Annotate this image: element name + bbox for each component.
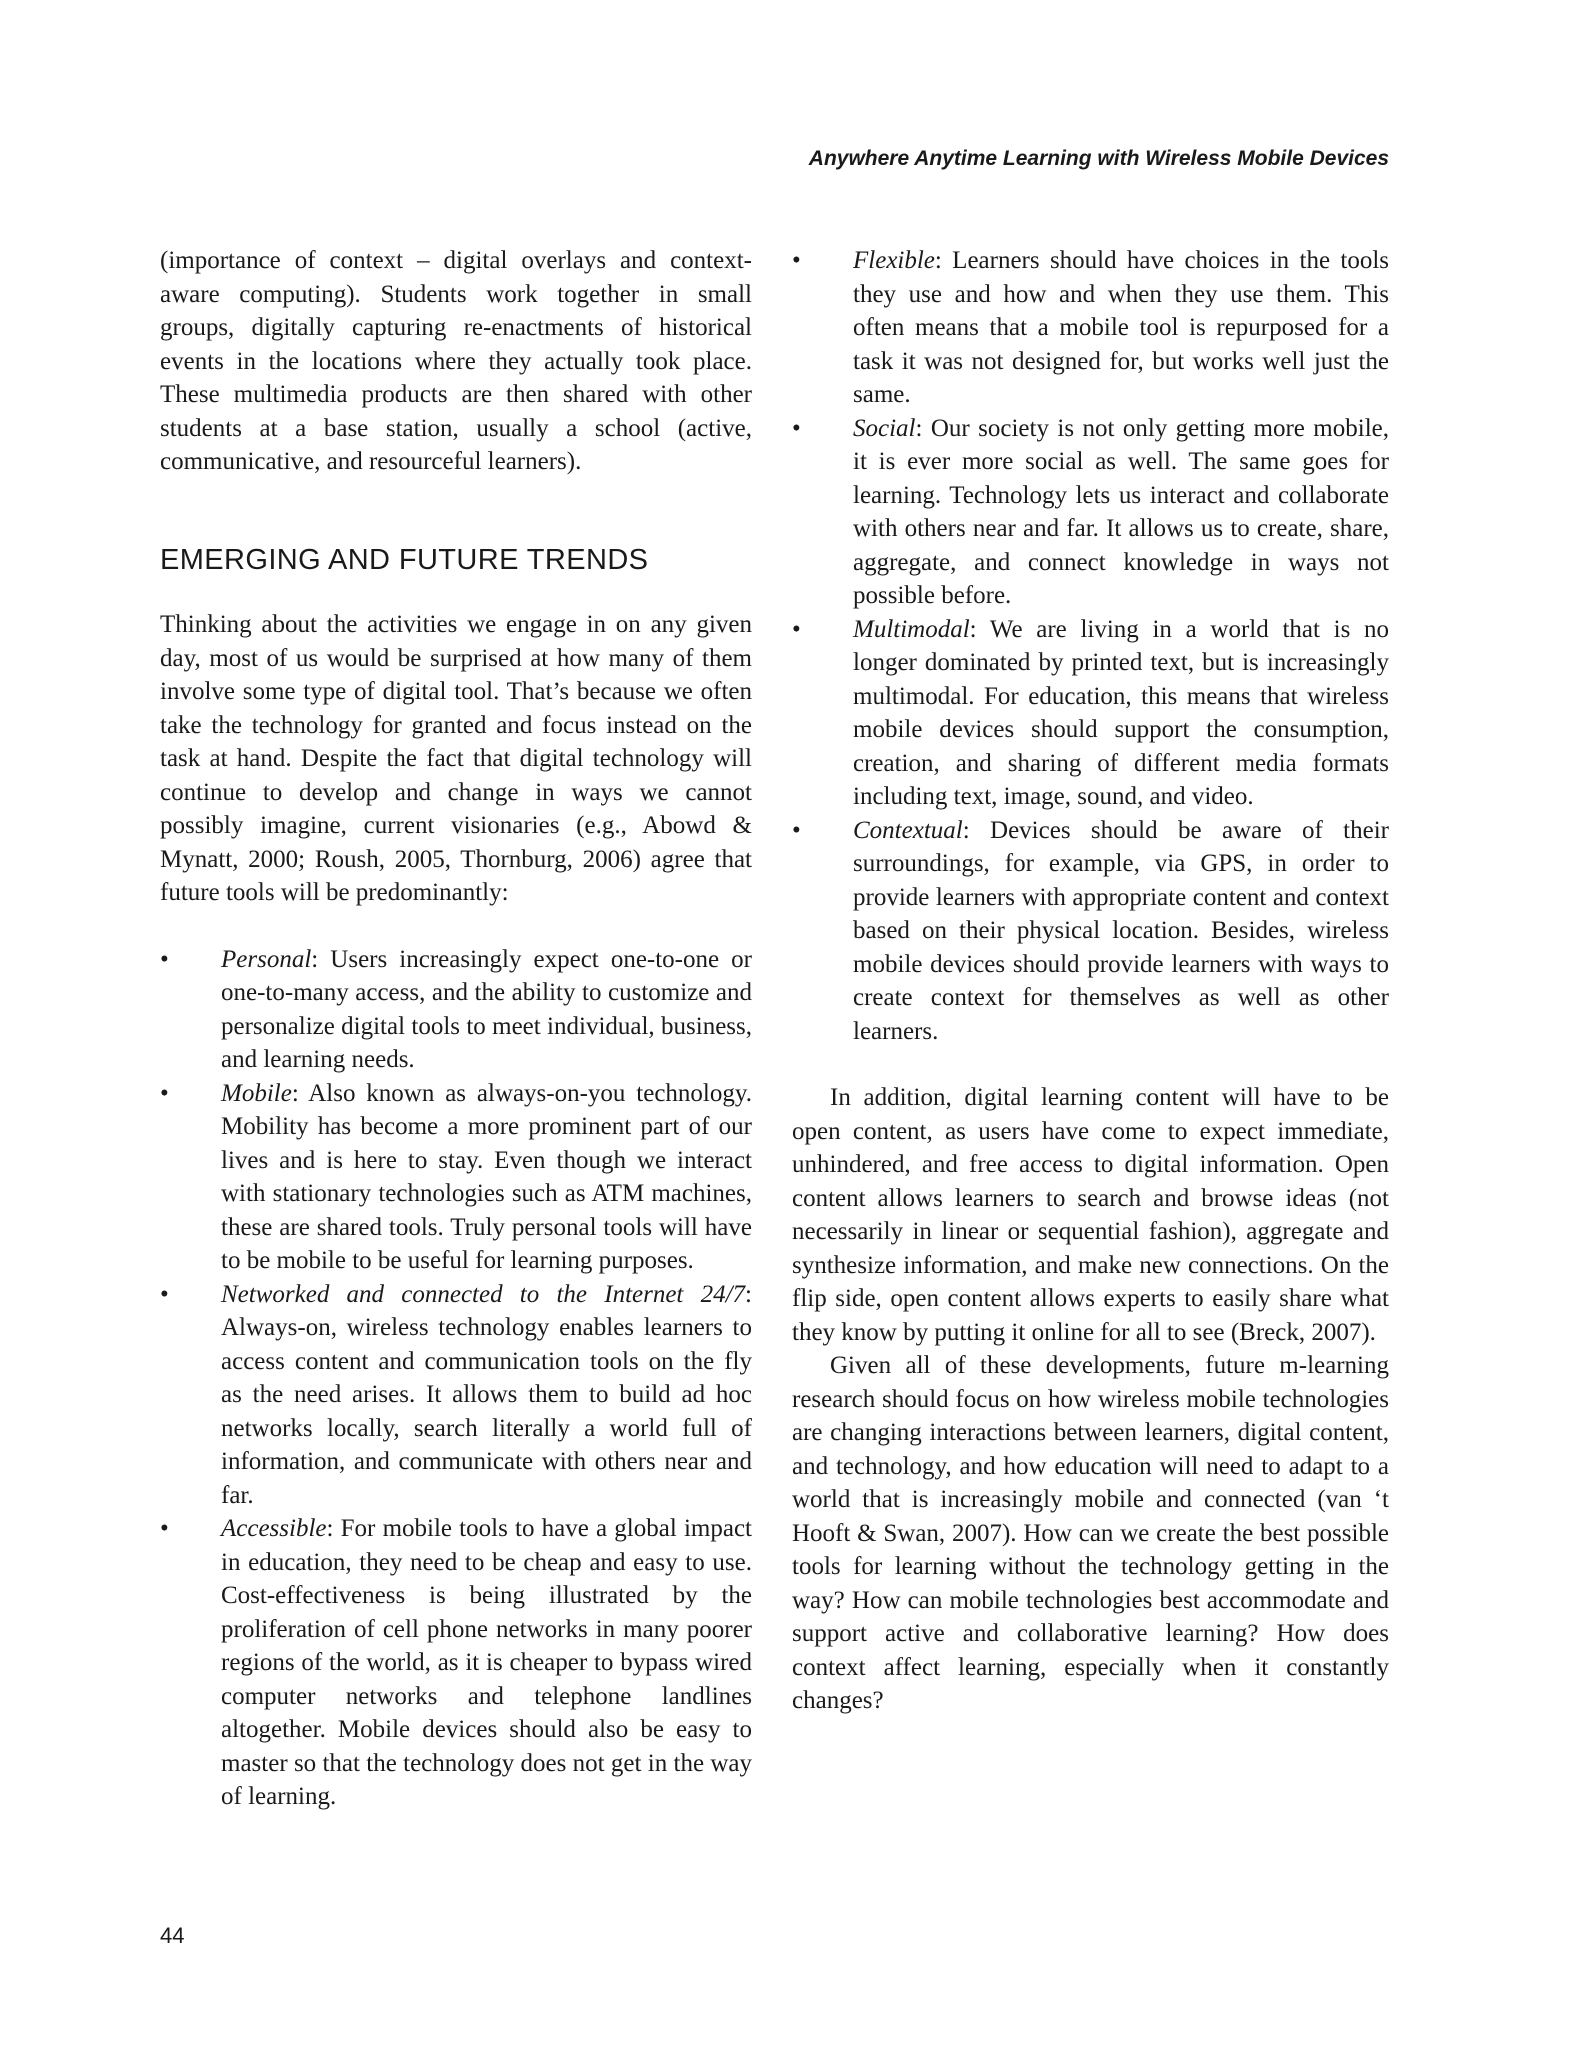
bullet-term: Accessible: [221, 1515, 327, 1542]
bullet-term: Flexible: [853, 247, 935, 274]
bullet-text: : Learners should have choices in the tools they use and how and when they use them. This often means that a mobile tool is repurposed for a task it was not designed for, but works well just the same.: [853, 247, 1389, 408]
list-item: [792, 412, 1389, 613]
trends-paragraph: Thinking about the activities we engage in on any given day, most of us would be surprised at how many of them involve some type of digital tool. That’s because we often take the technology for granted and focus instead on the task at hand. Despite the fact that digital technology will continue to develop and change in ways we cannot possibly imagine, current visionaries (e.g., Abowd & Mynatt, 2000; Roush, 2005, Thornburg, 2006) agree that future tools will be predominantly:: [160, 611, 752, 906]
bullet-term: Personal: [221, 945, 312, 973]
bullet-term: Contextual: [853, 816, 963, 844]
list-item: [792, 244, 1389, 412]
trend-list-right: [792, 244, 1389, 1048]
list-item: [792, 814, 1389, 1049]
research-paragraph: Given all of these developments, future m-learning research should focus on how wireless mobile technologies are changing interactions between learners, digital content, and technology, and how education will need to adapt to a world that is increasingly mobile and connected (van ‘t Hooft & Swan, 2007). How can we create the best possible tools for learning without the technology getting in the way? How can mobile technologies best accommodate and support active and collaborative learning? How does context affect learning, especially when it constantly changes?: [792, 1352, 1389, 1714]
bullet-icon: •: [160, 1515, 169, 1542]
trend-list-left: [160, 943, 752, 1814]
bullet-icon: •: [792, 816, 801, 844]
list-item: [160, 943, 752, 1077]
left-column: [160, 244, 752, 1814]
bullet-text: : We are living in a world that is no longer dominated by printed text, but is increasingly multimodal. For education, this means that wireless mobile devices should support the consumption, creation, and sharing of different media formats including text, image, sound, and video.: [853, 615, 1389, 810]
right-column: [792, 244, 1389, 1718]
running-header: Anywhere Anytime Learning with Wireless Mobile Devices: [808, 147, 1389, 170]
list-item: [160, 1077, 752, 1278]
bullet-term: Social: [853, 414, 916, 442]
bullet-icon: •: [792, 414, 801, 442]
bullet-term: Mobile: [221, 1079, 292, 1107]
bullet-text: : Also known as always-on-you technology. Mobility has become a more prominent part of our lives and is here to stay. Even though we interact with stationary technologies such as ATM machines, these are shared tools. Truly personal tools will have to be mobile to be useful for learning purposes.: [221, 1079, 752, 1274]
section-heading: EMERGING AND FUTURE TRENDS: [160, 543, 649, 576]
open-content-paragraph: In addition, digital learning content will have to be open content, as users have come to expect immediate, unhindered, and free access to digital information. Open content allows learners to search and browse ideas (not necessarily in linear or sequential fashion), aggregate and synthesize information, and make new connections. On the flip side, open content allows experts to easily share what they know by putting it online for all to see (Breck, 2007).: [792, 1084, 1389, 1346]
bullet-text: : Always-on, wireless technology enables learners to access content and communication tools on the fly as the need arises. It allows them to build ad hoc networks locally, search literally a world full of information, and communicate with others near and far.: [221, 1280, 752, 1509]
bullet-term: Networked and connected to the Internet 24/7: [221, 1280, 746, 1308]
list-item: [792, 613, 1389, 814]
intro-paragraph: (importance of context – digital overlays and context-aware computing). Students work together in small groups, digitally capturing re-enactments of historical events in the locations where they actually took place. These multimedia products are then shared with other students at a base station, usually a school (active, communicative, and resourceful learners).: [160, 247, 752, 475]
bullet-icon: •: [160, 1280, 169, 1308]
bullet-icon: •: [160, 945, 169, 973]
bullet-text: : Our society is not only getting more mobile, it is ever more social as well. The same goes for learning. Technology lets us interact and collaborate with others near and far. It allows us to create, share, aggregate, and connect knowledge in ways not possible before.: [853, 414, 1389, 609]
bullet-term: Multimodal: [853, 615, 970, 643]
bullet-icon: •: [792, 615, 801, 643]
bullet-text: : Devices should be aware of their surroundings, for example, via GPS, in order to provide learners with appropriate content and context based on their physical location. Besides, wireless mobile devices should provide learners with ways to create context for themselves as well as other learners.: [853, 816, 1389, 1045]
page-number: 44: [160, 1923, 185, 1948]
list-item: [160, 1512, 752, 1814]
list-item: [160, 1278, 752, 1513]
bullet-text: : For mobile tools to have a global impact in education, they need to be cheap and easy to use. Cost-effectiveness is being illustrated by the proliferation of cell phone networks in many poorer regions of the world, as it is cheaper to bypass wired computer networks and telephone landlines altogether. Mobile devices should also be easy to master so that the technology does not get in the way of learning.: [221, 1515, 752, 1810]
bullet-icon: •: [160, 1079, 169, 1107]
bullet-text: : Users increasingly expect one-to-one or one-to-many access, and the ability to customize and personalize digital tools to meet individual, business, and learning needs.: [221, 945, 752, 1073]
bullet-icon: •: [792, 247, 801, 274]
